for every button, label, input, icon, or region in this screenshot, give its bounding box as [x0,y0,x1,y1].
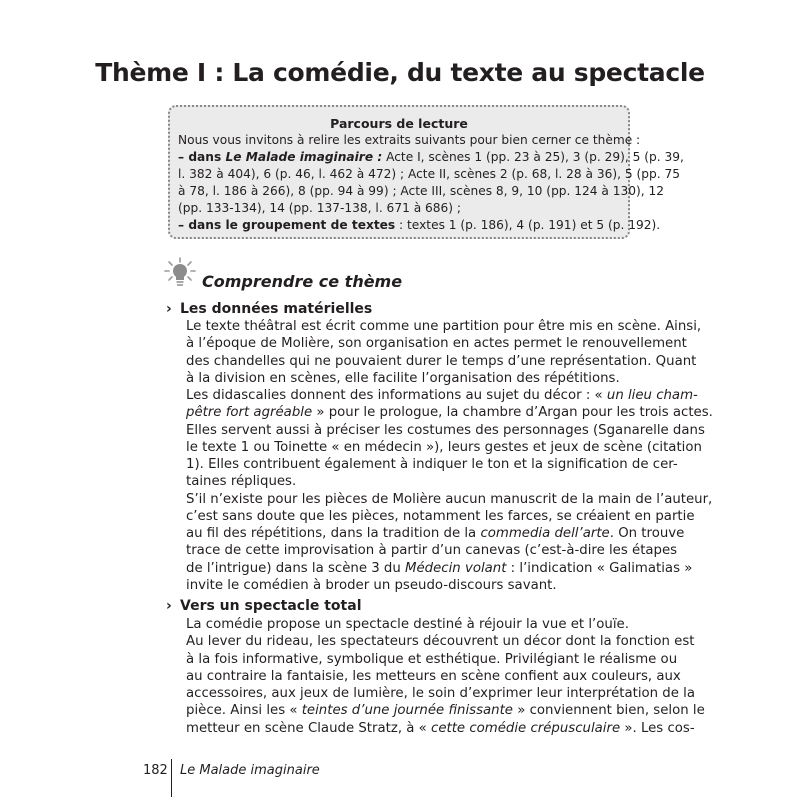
heading-spectacle-total [166,598,362,614]
text-line [186,473,628,490]
chevron-right-icon: › [166,301,172,317]
heading-label: Les données matérielles [180,301,373,317]
text-segment: à la fois informative, symbolique et esthétique. Privilégiant le réalisme ou [186,651,678,667]
text-line [186,353,697,370]
text-segment: (pp. 133-134), 14 (pp. 137-138, l. 671 à 686) ; [178,201,462,215]
text-segment: La comédie propose un spectacle destiné à réjouir la vue et l’ouïe. [186,617,629,632]
text-line [186,542,678,559]
text-line [186,404,713,421]
text-segment: accessoires, aux jeux de lumière, le soin d’exprimer leur interprétation de la [186,686,695,701]
text-segment: cette comédie crépusculaire [431,720,621,736]
reading-path-box [168,105,684,239]
text-line [186,702,705,719]
text-line [186,720,695,737]
text-line [178,149,684,166]
heading-donnees-materielles [166,301,372,317]
text-line [178,166,680,183]
section-body-1 [186,318,713,594]
text-segment: le texte 1 ou Toinette « en médecin »), leurs gestes et jeux de scène (citation [186,439,702,455]
text-line [186,422,705,439]
text-segment: Acte I, scènes 1 (pp. 23 à 25), 3 (p. 29), 5 (p. 39, [382,150,684,164]
text-line [186,685,695,702]
page-footer [143,763,320,778]
text-segment: Nous vous invitons à relire les extraits suivants pour bien cerner ce thème : [178,133,641,147]
text-segment: 1). Elles contribuent également à indiquer le ton et la signification de cer- [186,457,678,472]
text-segment: ». Les cos- [620,720,695,736]
text-line [186,370,628,387]
text-segment: l. 382 à 404), 6 (p. 46, l. 462 à 472) ; Acte II, scènes 2 (p. 68, l. 28 à 36), 5 (pp. 75 [178,167,680,181]
section-title: Comprendre ce thème [202,272,403,291]
text-line [186,318,702,335]
text-line [178,217,661,234]
page-title: Thème I : La comédie, du texte au spectacle [95,58,705,87]
lightbulb-icon [163,256,197,290]
text-segment: Le Malade imaginaire : [225,150,383,164]
reading-path-title: Parcours de lecture [330,116,468,131]
chevron-right-icon: › [166,598,172,614]
section-body-2 [186,616,705,737]
text-line [178,132,641,149]
text-line [186,456,678,473]
text-line [186,491,713,508]
text-segment: – dans [178,150,226,164]
text-line [186,335,687,352]
text-segment: à 78, l. 186 à 266), 8 (pp. 94 à 99) ; Acte III, scènes 8, 9, 10 (pp. 124 à 130), 12 [178,184,665,198]
text-segment: au fil des répétitions, dans la tradition de la [186,526,481,541]
text-segment: au contraire la fantaisie, les metteurs en scène confient aux couleurs, aux [186,668,681,684]
text-line [186,651,678,668]
text-segment: : l’indication « Galimatias » [506,560,693,576]
text-line [178,200,624,217]
page-number: 182 [143,763,168,778]
reading-path-text [178,132,684,234]
text-segment: à l’époque de Molière, son organisation en actes permet le renouvellement [186,336,687,352]
text-segment: Les didascalies donnent des informations au sujet du décor : « [186,388,607,403]
text-segment: Au lever du rideau, les spectateurs découvrent un décor dont la fonction est [186,634,695,650]
heading-label: Vers un spectacle total [180,598,362,614]
text-segment: Elles servent aussi à préciser les costumes des personnages (Sganarelle dans [186,422,705,438]
text-line [186,633,695,650]
text-segment: commedia dell’arte [480,526,610,541]
text-line [186,525,685,542]
text-segment: teintes d’une journée finissante [301,703,513,719]
book-title: Le Malade imaginaire [180,763,320,778]
text-line [186,668,681,685]
text-line [186,560,693,577]
footer-divider [171,759,172,797]
text-segment: . On trouve [609,526,685,541]
text-segment: invite le comédien à broder un pseudo-discours savant. [186,577,557,593]
text-segment: trace de cette improvisation à partir d’un canevas (c’est-à-dire les étapes [186,543,678,559]
text-line [186,439,702,456]
text-segment: taines répliques. [186,474,297,490]
text-segment: – dans le groupement de textes [178,218,396,232]
text-segment: : textes 1 (p. 186), 4 (p. 191) et 5 (p. 192). [395,218,661,232]
text-segment: S’il n’existe pour les pièces de Molière aucun manuscrit de la main de l’auteur, [186,491,713,507]
text-line [186,616,628,633]
text-segment: pièce. Ainsi les « [186,703,302,719]
text-segment: un lieu cham- [606,388,698,403]
text-segment: metteur en scène Claude Stratz, à « [186,720,432,736]
text-line [186,577,628,594]
text-segment: pêtre fort agréable [186,405,313,421]
text-segment: » pour le prologue, la chambre d’Argan pour les trois actes. [312,405,713,421]
text-segment: à la division en scènes, elle facilite l’organisation des répétitions. [186,370,620,386]
text-line [178,183,665,200]
text-line [186,387,698,404]
text-segment: » conviennent bien, selon le [513,703,705,719]
text-segment: Médecin volant [405,560,507,576]
text-segment: c’est sans doute que les pièces, notamment les farces, se créaient en partie [186,508,695,524]
text-segment: de l’intrigue) dans la scène 3 du [186,560,406,576]
text-line [186,508,695,525]
text-segment: des chandelles qui ne pouvaient durer le temps d’une représentation. Quant [186,353,697,369]
text-segment: Le texte théâtral est écrit comme une partition pour être mis en scène. Ainsi, [186,319,702,334]
